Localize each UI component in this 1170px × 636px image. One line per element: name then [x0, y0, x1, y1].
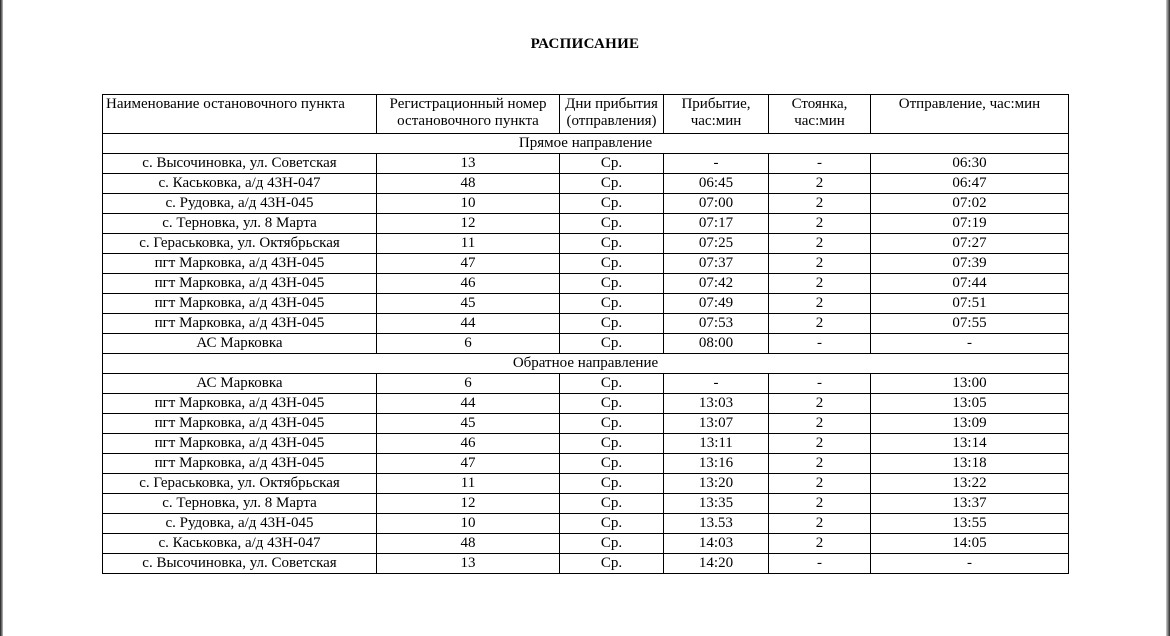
cell-reg-number: 45 [377, 414, 560, 434]
cell-stop-name: АС Марковка [103, 374, 377, 394]
cell-stop-duration: - [769, 334, 871, 354]
cell-days: Ср. [560, 554, 664, 574]
table-row [103, 514, 1069, 534]
cell-arrival: 14:03 [664, 534, 769, 554]
cell-arrival: 13:20 [664, 474, 769, 494]
cell-departure: 13:05 [871, 394, 1069, 414]
cell-departure: 13:00 [871, 374, 1069, 394]
table-row [103, 314, 1069, 334]
cell-stop-duration: 2 [769, 174, 871, 194]
cell-arrival: 07:53 [664, 314, 769, 334]
cell-stop-name: с. Каськовка, а/д 43Н-047 [103, 174, 377, 194]
cell-stop-duration: 2 [769, 294, 871, 314]
cell-stop-name: пгт Марковка, а/д 43Н-045 [103, 414, 377, 434]
cell-stop-name: с. Рудовка, а/д 43Н-045 [103, 514, 377, 534]
column-header-departure: Отправление, час:мин [871, 95, 1069, 134]
cell-stop-name: с. Гераськовка, ул. Октябрьская [103, 234, 377, 254]
cell-days: Ср. [560, 394, 664, 414]
cell-reg-number: 47 [377, 254, 560, 274]
table-row [103, 454, 1069, 474]
cell-reg-number: 46 [377, 434, 560, 454]
cell-arrival: 08:00 [664, 334, 769, 354]
cell-reg-number: 11 [377, 234, 560, 254]
section-heading: Обратное направление [103, 354, 1069, 374]
cell-reg-number: 12 [377, 494, 560, 514]
cell-reg-number: 12 [377, 214, 560, 234]
cell-departure: - [871, 334, 1069, 354]
cell-stop-duration: 2 [769, 434, 871, 454]
table-row [103, 534, 1069, 554]
table-row [103, 474, 1069, 494]
cell-departure: 07:27 [871, 234, 1069, 254]
cell-stop-duration: 2 [769, 394, 871, 414]
cell-reg-number: 48 [377, 174, 560, 194]
cell-days: Ср. [560, 454, 664, 474]
cell-stop-name: с. Высочиновка, ул. Советская [103, 554, 377, 574]
table-row [103, 214, 1069, 234]
cell-departure: 13:14 [871, 434, 1069, 454]
cell-days: Ср. [560, 314, 664, 334]
schedule-body [103, 134, 1069, 574]
cell-arrival: 14:20 [664, 554, 769, 574]
cell-stop-name: с. Гераськовка, ул. Октябрьская [103, 474, 377, 494]
cell-reg-number: 44 [377, 314, 560, 334]
cell-reg-number: 10 [377, 194, 560, 214]
cell-arrival: 07:37 [664, 254, 769, 274]
cell-stop-name: пгт Марковка, а/д 43Н-045 [103, 294, 377, 314]
cell-reg-number: 11 [377, 474, 560, 494]
cell-reg-number: 13 [377, 154, 560, 174]
cell-reg-number: 46 [377, 274, 560, 294]
table-row [103, 294, 1069, 314]
cell-stop-duration: 2 [769, 414, 871, 434]
column-header-stop: Стоянка, час:мин [769, 95, 871, 134]
cell-departure: 14:05 [871, 534, 1069, 554]
table-row [103, 194, 1069, 214]
cell-stop-duration: 2 [769, 314, 871, 334]
cell-arrival: 13:35 [664, 494, 769, 514]
cell-reg-number: 44 [377, 394, 560, 414]
cell-departure: 13:22 [871, 474, 1069, 494]
cell-stop-name: пгт Марковка, а/д 43Н-045 [103, 454, 377, 474]
table-row [103, 174, 1069, 194]
table-row [103, 334, 1069, 354]
cell-departure: 06:47 [871, 174, 1069, 194]
cell-arrival: 06:45 [664, 174, 769, 194]
cell-stop-name: пгт Марковка, а/д 43Н-045 [103, 434, 377, 454]
section-heading: Прямое направление [103, 134, 1069, 154]
cell-arrival: 13:11 [664, 434, 769, 454]
cell-stop-duration: 2 [769, 514, 871, 534]
cell-reg-number: 13 [377, 554, 560, 574]
cell-arrival: 07:25 [664, 234, 769, 254]
cell-stop-name: с. Рудовка, а/д 43Н-045 [103, 194, 377, 214]
cell-departure: 07:44 [871, 274, 1069, 294]
cell-arrival: - [664, 374, 769, 394]
cell-reg-number: 45 [377, 294, 560, 314]
page-edge-right [1166, 0, 1170, 636]
cell-departure: - [871, 554, 1069, 574]
cell-stop-name: пгт Марковка, а/д 43Н-045 [103, 314, 377, 334]
cell-stop-name: пгт Марковка, а/д 43Н-045 [103, 394, 377, 414]
cell-days: Ср. [560, 474, 664, 494]
cell-days: Ср. [560, 334, 664, 354]
cell-stop-name: с. Высочиновка, ул. Советская [103, 154, 377, 174]
cell-stop-name: АС Марковка [103, 334, 377, 354]
cell-reg-number: 47 [377, 454, 560, 474]
cell-arrival: 07:00 [664, 194, 769, 214]
cell-departure: 07:02 [871, 194, 1069, 214]
table-row [103, 394, 1069, 414]
cell-departure: 07:55 [871, 314, 1069, 334]
cell-departure: 06:30 [871, 154, 1069, 174]
cell-departure: 07:51 [871, 294, 1069, 314]
cell-stop-duration: 2 [769, 494, 871, 514]
page-edge-left [0, 0, 3, 636]
cell-days: Ср. [560, 154, 664, 174]
cell-stop-duration: - [769, 374, 871, 394]
cell-arrival: 13:16 [664, 454, 769, 474]
cell-stop-name: с. Каськовка, а/д 43Н-047 [103, 534, 377, 554]
section-heading-row [103, 354, 1069, 374]
cell-departure: 13:18 [871, 454, 1069, 474]
cell-departure: 07:19 [871, 214, 1069, 234]
cell-arrival: 13:07 [664, 414, 769, 434]
cell-stop-duration: 2 [769, 194, 871, 214]
section-heading-row [103, 134, 1069, 154]
column-header-name: Наименование остановочного пункта [103, 95, 377, 134]
cell-days: Ср. [560, 194, 664, 214]
table-row [103, 154, 1069, 174]
cell-reg-number: 6 [377, 334, 560, 354]
document-title: РАСПИСАНИЕ [530, 36, 640, 52]
cell-stop-duration: 2 [769, 534, 871, 554]
cell-arrival: 07:49 [664, 294, 769, 314]
cell-days: Ср. [560, 214, 664, 234]
cell-stop-name: с. Терновка, ул. 8 Марта [103, 494, 377, 514]
table-row [103, 414, 1069, 434]
cell-stop-duration: 2 [769, 254, 871, 274]
column-header-days: Дни прибытия (отправления) [560, 95, 664, 134]
cell-arrival: 13.53 [664, 514, 769, 534]
cell-days: Ср. [560, 374, 664, 394]
cell-stop-duration: 2 [769, 454, 871, 474]
cell-stop-duration: 2 [769, 214, 871, 234]
cell-days: Ср. [560, 534, 664, 554]
cell-stop-duration: - [769, 154, 871, 174]
cell-arrival: 13:03 [664, 394, 769, 414]
cell-reg-number: 6 [377, 374, 560, 394]
column-header-arrival: Прибытие, час:мин [664, 95, 769, 134]
cell-days: Ср. [560, 294, 664, 314]
cell-days: Ср. [560, 414, 664, 434]
cell-days: Ср. [560, 174, 664, 194]
cell-stop-duration: 2 [769, 474, 871, 494]
table-row [103, 254, 1069, 274]
table-row [103, 434, 1069, 454]
schedule-table [102, 94, 1069, 574]
header-row [103, 95, 1069, 134]
table-row [103, 494, 1069, 514]
cell-stop-duration: 2 [769, 274, 871, 294]
cell-days: Ср. [560, 494, 664, 514]
cell-departure: 13:55 [871, 514, 1069, 534]
table-row [103, 234, 1069, 254]
cell-departure: 13:09 [871, 414, 1069, 434]
cell-days: Ср. [560, 434, 664, 454]
cell-stop-duration: - [769, 554, 871, 574]
cell-arrival: 07:17 [664, 214, 769, 234]
cell-arrival: - [664, 154, 769, 174]
cell-stop-duration: 2 [769, 234, 871, 254]
cell-reg-number: 48 [377, 534, 560, 554]
cell-arrival: 07:42 [664, 274, 769, 294]
cell-days: Ср. [560, 234, 664, 254]
cell-stop-name: с. Терновка, ул. 8 Марта [103, 214, 377, 234]
column-header-reg: Регистрационный номер остановочного пункта [377, 95, 560, 134]
table-row [103, 554, 1069, 574]
cell-days: Ср. [560, 514, 664, 534]
cell-stop-name: пгт Марковка, а/д 43Н-045 [103, 274, 377, 294]
table-row [103, 374, 1069, 394]
cell-days: Ср. [560, 274, 664, 294]
cell-departure: 13:37 [871, 494, 1069, 514]
cell-days: Ср. [560, 254, 664, 274]
cell-stop-name: пгт Марковка, а/д 43Н-045 [103, 254, 377, 274]
cell-reg-number: 10 [377, 514, 560, 534]
cell-departure: 07:39 [871, 254, 1069, 274]
table-row [103, 274, 1069, 294]
